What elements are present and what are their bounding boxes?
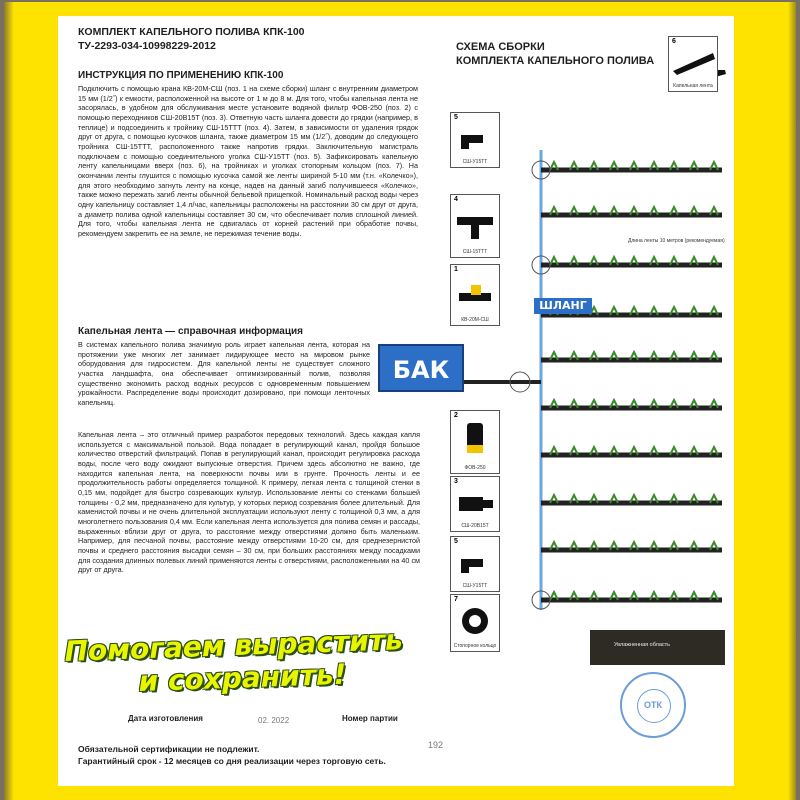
part-caption: КВ-20М-СШ	[461, 317, 489, 323]
part-number: 6	[672, 38, 676, 45]
valve-icon	[451, 273, 499, 313]
part-caption: ФОВ-250	[464, 465, 486, 471]
wet-area-label: Увлажненная область	[614, 642, 671, 648]
part-number: 7	[454, 596, 458, 603]
batch-number-label: Номер партии	[342, 714, 398, 723]
manufacture-date-label: Дата изготовления	[128, 714, 203, 723]
row	[541, 162, 722, 170]
part-filter	[450, 410, 500, 474]
adapter-icon	[451, 485, 499, 519]
reference-title: Капельная лента — справочная информация	[78, 326, 303, 337]
product-code: ТУ-2293-034-10998229-2012	[78, 40, 216, 52]
part-number: 1	[454, 266, 458, 273]
diagram-title-line-2: КОМПЛЕКТА КАПЕЛЬНОГО ПОЛИВА	[456, 55, 655, 67]
box-edge-left	[4, 2, 14, 800]
part-adapter	[450, 476, 500, 532]
part-ring	[450, 594, 500, 652]
part-caption: Стопорное кольцо	[453, 643, 497, 649]
instruction-title: ИНСТРУКЦИЯ ПО ПРИМЕНЕНИЮ КПК-100	[78, 70, 284, 81]
part-elbow-2	[450, 536, 500, 592]
row	[541, 542, 722, 550]
part-caption: СШ-У15ТТ	[462, 159, 488, 165]
qc-stamp	[620, 672, 686, 738]
row	[541, 352, 722, 360]
slogan-line-2: и сохранить!	[137, 657, 347, 698]
certification-note: Обязательной сертификации не подлежит.	[78, 744, 260, 754]
elbow-fitting-icon	[451, 545, 499, 579]
plant-rows	[541, 162, 722, 600]
part-caption: СШ-20В15Т	[461, 523, 489, 529]
reference-text-2: Капельная лента – это отличный пример разработок передовых технологий. Здесь каждая капля используется с максимальной пользой. Вода попадает в регулирующий канал, пройдя большое количество отверстий фильтраций. Попав в регулирующий канал, происходит регулировка расхода воды, после чего воду ожидают выпускные отверстия. Причем здесь абсолютно не важно, где находится капельная лента, на поверхности почвы или в грунте. Прочность ленты и ее продолжительность работы определяется толщиной. К примеру, легкая лента с толщиной стенки в 0,15 мм, подойдет для быстро созревающих культур. Использование ленты со стенками большей толщины - 0,2 мм, предназначено для культур, у которых период созревания более длительный. Для каменистой почвы и не очень длительной эксплуатации используют ленту с толщиной 0,3 мм, а для многолетнего пользования 0,4 мм. Если капельная лента используется для полива семян и рассады, выраженных вблизи друг от друга, то расстояние между отверстиями должно быть маленьким. Например, для песчаной почвы, расстояние между отверстиями 10-20 см, для среднезернистой почвы и среднего расстояния высадки семян – 30 см, при больших расстояниях между посадками для создания длинных полевых линий применяются ленты с отверстиями, расположенными на 40 см друг от друга.	[78, 430, 420, 575]
row	[541, 207, 722, 215]
qc-stamp-text: ОТК	[644, 700, 662, 710]
part-elbow	[450, 112, 500, 168]
hose-label: ШЛАНГ	[534, 298, 592, 314]
row	[541, 400, 722, 408]
reference-text-1: В системах капельного полива значимую роль играет капельная лента, которая на протяжении уже многих лет занимает лидирующее место на мировом рынке оборудования для гидросистем. Для капельной ленты не существует сложного участка ландшафта, она обеспечивает оптимизированный полив, позволяя существенно экономить расход водных ресурсов с одновременным повышением урожайности. Распределение воды происходит дозировано, при помощи ленточных капельниц.	[78, 340, 370, 407]
part-number: 3	[454, 478, 458, 485]
batch-number-value: 192	[428, 740, 444, 750]
part-number: 5	[454, 114, 458, 121]
slogan-line-1: Помогаем вырастить	[63, 623, 404, 668]
warranty-note: Гарантийный срок - 12 месяцев со дня реализации через торговую сеть.	[78, 756, 386, 766]
part-number: 2	[454, 412, 458, 419]
lock-ring-icon	[451, 603, 499, 639]
drip-tape-icon	[669, 45, 717, 79]
instruction-text: Подключить с помощью крана КВ-20М-СШ (поз. 1 на схеме сборки) шланг с внутренним диаметром 15 мм (1/2˝) к емкости, расположенной на высоте от 1 м до 8 м. Для того, чтобы капельная лента не засорялась, в удобном для обслуживания месте установите водяной фильтр ФОВ-250 (поз. 2) с помощью переходников СШ-20В15Т (поз. 3). Ответную часть шланга довести до грядки (например, в теплице) и подсоединить к тройнику СШ-15ТТТ (поз. 4). Затем, в зависимости от удаления грядок друг от друга, с помощью кусочков шланга, также диаметром 15 мм (1/2˝), доводим до следующего тройника СШ-15ТТТ, расположенного также напротив грядки. Заключительную магистраль подключаем с помощью соединительного уголка СШ-У15ТТ (поз. 5). Зафиксировать капельную ленту капельницами вверх (поз. 6), на тройниках и уголках стопорным кольцом (поз. 7). На окончании ленты глушится с помощью кусочка самой же ленты шириной 5-10 мм (т.н. «Колечко»), для этого необходимо загнуть ленту на конце, надев на данный загиб получившееся «Колечко», также можно пережать загиб ленты обычной бельевой прищепкой. Номинальный расход воды через одну капельницу составляет 1,4 л/час, капельницы расположены на расстоянии 30 см друг от друга, а диаметр полива одной капельницы составляет 30 см, что обеспечивает полив сплошной линией. Для того, чтобы капельная лента не сдвигалась от корней растений при обработке почвы, рекомендуем закрепить ее на земле, не пережимая течение воды.	[78, 84, 418, 238]
box-edge-right	[788, 2, 796, 800]
part-caption: Капельная лента	[673, 83, 713, 89]
elbow-fitting-icon	[451, 121, 499, 155]
diagram-title-line-1: СХЕМА СБОРКИ	[456, 41, 545, 53]
row	[541, 447, 722, 455]
row	[541, 495, 722, 503]
product-title: КОМПЛЕКТ КАПЕЛЬНОГО ПОЛИВА КПК-100	[78, 26, 305, 38]
part-valve	[450, 264, 500, 326]
tape-length-note: Длина ленты 10 метров (рекомендуемая)	[628, 238, 725, 244]
part-number: 5	[454, 538, 458, 545]
part-number: 4	[454, 196, 458, 203]
row	[541, 257, 722, 265]
tee-fitting-icon	[451, 203, 499, 243]
manufacture-date-value: 02. 2022	[258, 716, 290, 725]
part-caption: СШ-15ТТТ	[462, 249, 488, 255]
part-tee	[450, 194, 500, 258]
part-tape	[668, 36, 718, 92]
filter-icon	[451, 417, 499, 459]
tank-label: БАК	[378, 344, 464, 392]
row	[541, 592, 722, 600]
part-caption: СШ-У15ТТ	[462, 583, 488, 589]
